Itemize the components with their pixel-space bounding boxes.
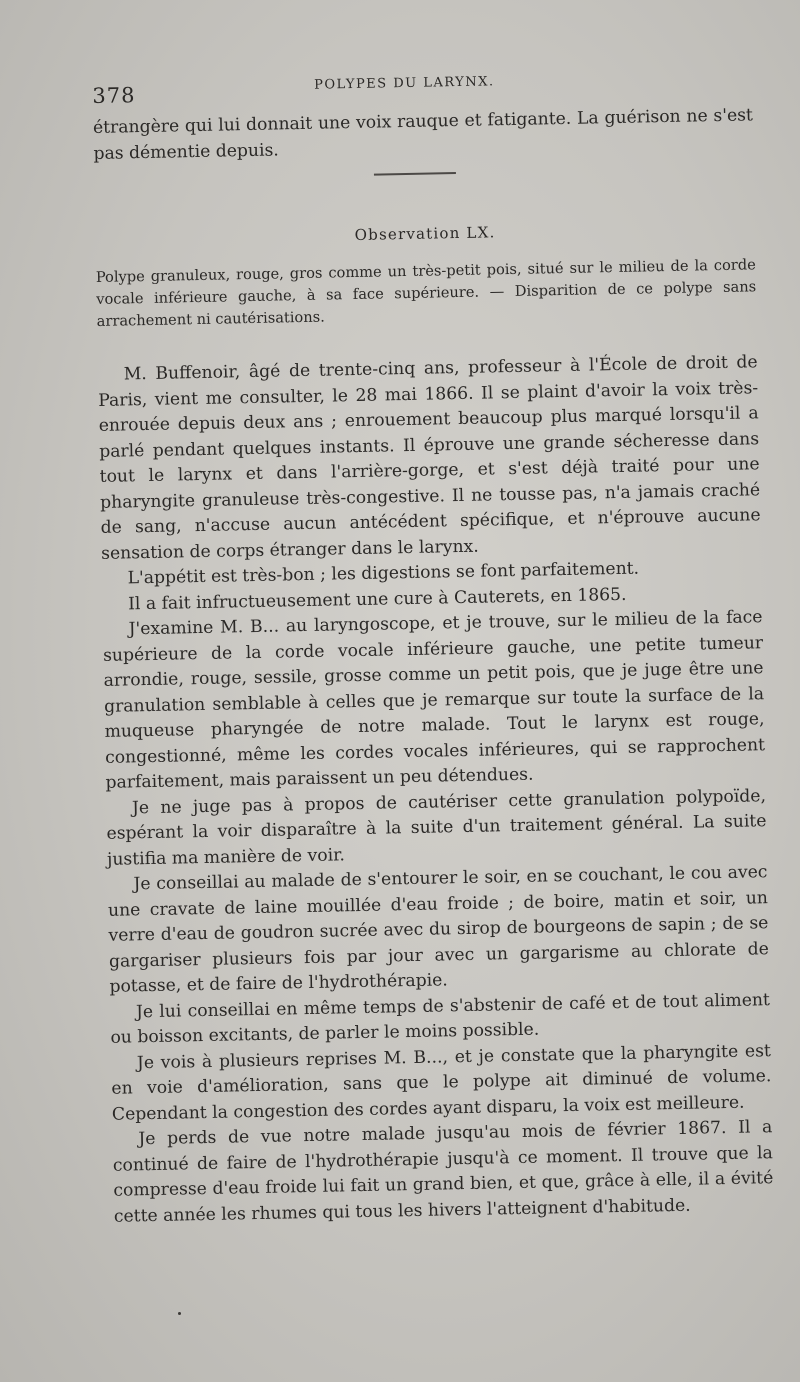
body-paragraph-7: Je lui conseillai en même temps de s'abstenir de café et de tout aliment ou boisson excitants, de parler le moins possible. (110, 989, 771, 1048)
body-paragraph-6: Je conseillai au malade de s'entourer le soir, en se couchant, le cou avec une cravate de laine mouillée d'eau froide ; de boire, matin et soir, un verre d'eau de goudron sucrée avec du sirop de bourgeons de sapin ; de se gargariser plusieurs fois par jour avec un gargarisme au chlorate de potasse, et de faire de l'hydrothérapie. (107, 862, 770, 997)
observation-summary: Polype granuleux, rouge, gros comme un très-petit pois, situé sur le milieu de la corde vocale inférieure gauche, à sa face supérieure. — Disparition de ce polype sans arrachement ni cautérisations. (95, 256, 757, 330)
printed-page (92, 63, 774, 1229)
page-number: 378 (92, 83, 136, 108)
body-paragraph-4: J'examine M. B... au laryngoscope, et je trouve, sur le milieu de la face supérieure de la corde vocale inférieure gauche, une petite tumeur arrondie, rouge, sessile, grosse comme un petit pois, que je juge être une granulation semblable à celles que je remarque sur toute la surface de la muqueuse pharyngée de notre malade. Tout le larynx est rouge, congestionné, même les cordes vocales inférieures, qui se rapprochent parfaitement, mais paraissent un peu détendues. (102, 607, 766, 793)
body-paragraph-1: M. Buffenoir, âgé de trente-cinq ans, professeur à l'École de droit de Paris, vient me consulter, le 28 mai 1866. Il se plaint d'avoir la voix très-enrouée depuis deux ans ; enrouement beaucoup plus marqué lorsqu'il a parlé pendant quelques instants. Il éprouve une grande sécheresse dans tout le larynx et dans l'arrière-gorge, et s'est déjà traité pour une pharyngite granuleuse très-congestive. Il ne tousse pas, n'a jamais craché de sang, n'accuse aucun antécédent spécifique, et n'éprouve aucune sensation de corps étranger dans le larynx. (98, 352, 761, 564)
observation-title: Observation LX. (354, 223, 496, 244)
body-paragraph-3: Il a fait infructueusement une cure à Cauterets, en 1865. (127, 584, 627, 614)
ink-speck (178, 1312, 181, 1315)
running-title: POLYPES DU LARYNX. (314, 74, 495, 93)
body-paragraph-5: Je ne juge pas à propos de cautériser cette granulation polypoïde, espérant la voir disparaître à la suite d'un traitement général. La suite justifia ma manière de voir. (106, 785, 767, 870)
body-paragraph-9: Je perds de vue notre malade jusqu'au mois de février 1867. Il a continué de faire de l'hydrothérapie jusqu'à ce moment. Il trouve que la compresse d'eau froide lui fait un grand bien, et que, grâce à elle, il a évité cette année les rhumes qui tous les hivers l'atteignent d'habitude. (112, 1117, 774, 1227)
intro-paragraph: étrangère qui lui donnait une voix rauque et fatigante. La guérison ne s'est pas démentie depuis. (92, 105, 754, 164)
section-divider (374, 172, 456, 176)
body-paragraph-2: L'appétit est très-bon ; les digestions se font parfaitement. (127, 558, 640, 589)
body-paragraph-8: Je vois à plusieurs reprises M. B..., et je constate que la pharyngite est en voie d'amélioration, sans que le polype ait diminué de volume. Cependant la congestion des cordes ayant disparu, la voix est meilleure. (111, 1040, 772, 1125)
